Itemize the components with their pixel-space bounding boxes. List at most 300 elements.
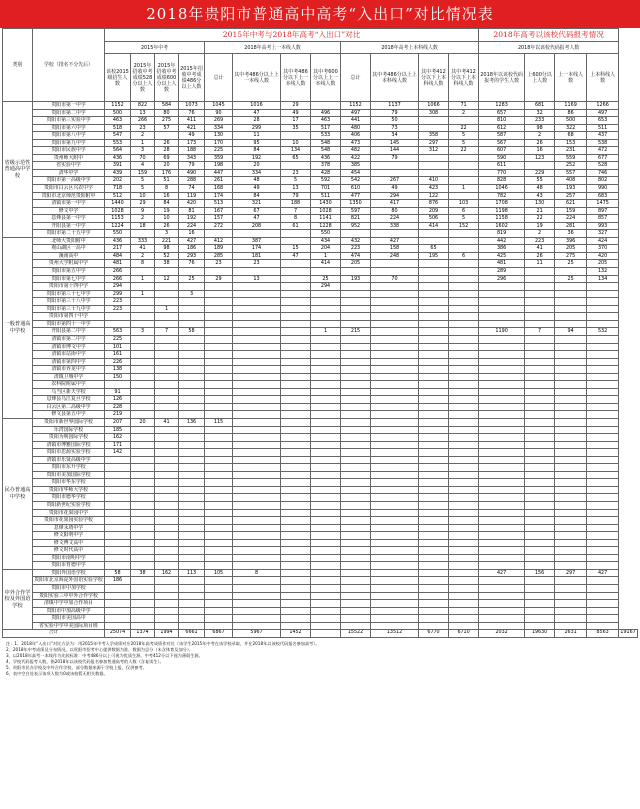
value-cell xyxy=(479,366,525,374)
value-cell xyxy=(587,562,619,570)
value-cell: 168 xyxy=(205,185,233,193)
value-cell: 20 xyxy=(155,162,179,170)
value-cell xyxy=(587,532,619,540)
value-cell: 1 xyxy=(131,275,155,283)
total-cell: 6867 xyxy=(205,630,233,638)
value-cell xyxy=(419,547,449,555)
value-cell xyxy=(281,600,311,608)
value-cell xyxy=(179,283,205,291)
value-cell xyxy=(311,313,341,321)
value-cell xyxy=(131,449,155,457)
value-cell xyxy=(155,320,179,328)
value-cell: 174 xyxy=(233,245,281,253)
value-cell xyxy=(449,177,479,185)
value-cell: 1228 xyxy=(311,222,341,230)
value-cell xyxy=(281,532,311,540)
value-cell: 1045 xyxy=(205,102,233,110)
value-cell: 385 xyxy=(341,162,371,170)
table-row xyxy=(3,396,638,404)
value-cell xyxy=(419,434,449,442)
value-cell: 427 xyxy=(587,569,619,577)
value-cell xyxy=(233,554,281,562)
value-cell: 285 xyxy=(205,252,233,260)
value-cell xyxy=(233,577,281,585)
value-cell xyxy=(479,411,525,419)
value-cell: 70 xyxy=(131,154,155,162)
value-cell xyxy=(371,486,419,494)
value-cell xyxy=(371,577,419,585)
value-cell xyxy=(587,615,619,623)
value-cell: 223 xyxy=(525,237,555,245)
value-cell: 86 xyxy=(555,109,587,117)
table-row xyxy=(3,411,638,419)
value-cell xyxy=(205,622,233,630)
table-row xyxy=(3,501,638,509)
value-cell xyxy=(131,577,155,585)
value-cell: 231 xyxy=(555,147,587,155)
value-cell: 338 xyxy=(371,222,419,230)
value-cell xyxy=(555,592,587,600)
value-cell: 857 xyxy=(587,215,619,223)
value-cell xyxy=(205,615,233,623)
table-row xyxy=(3,207,638,215)
value-cell xyxy=(525,388,555,396)
value-cell: 188 xyxy=(281,200,311,208)
value-cell xyxy=(311,494,341,502)
value-cell xyxy=(155,358,179,366)
value-cell: 122 xyxy=(419,192,449,200)
value-cell xyxy=(205,592,233,600)
value-cell xyxy=(131,343,155,351)
value-cell xyxy=(479,501,525,509)
value-cell xyxy=(281,230,311,238)
value-cell: 1169 xyxy=(555,102,587,110)
value-cell: 420 xyxy=(587,252,619,260)
school-name-cell: 贵阳市第四十一中学 xyxy=(33,320,105,328)
value-cell xyxy=(233,351,281,359)
value-cell xyxy=(281,388,311,396)
value-cell xyxy=(479,494,525,502)
value-cell xyxy=(131,283,155,291)
value-cell xyxy=(525,577,555,585)
value-cell: 176 xyxy=(155,169,179,177)
value-cell xyxy=(479,343,525,351)
value-cell xyxy=(449,434,479,442)
value-cell xyxy=(341,343,371,351)
value-cell xyxy=(105,509,131,517)
value-cell xyxy=(587,539,619,547)
value-cell: 425 xyxy=(479,252,525,260)
value-cell: 47 xyxy=(281,252,311,260)
value-cell: 76 xyxy=(179,109,205,117)
value-cell: 511 xyxy=(311,192,341,200)
school-name-cell: 贵阳新世纪实验学校 xyxy=(33,501,105,509)
value-cell xyxy=(205,479,233,487)
table-row xyxy=(3,283,638,291)
value-cell xyxy=(587,343,619,351)
value-cell: 410 xyxy=(419,177,449,185)
value-cell xyxy=(525,622,555,630)
value-cell xyxy=(341,539,371,547)
value-cell: 57 xyxy=(155,124,179,132)
value-cell: 3 xyxy=(131,328,155,336)
value-cell xyxy=(233,320,281,328)
value-cell xyxy=(419,577,449,585)
value-cell xyxy=(205,449,233,457)
value-cell xyxy=(555,509,587,517)
value-cell xyxy=(131,509,155,517)
value-cell xyxy=(419,622,449,630)
value-cell: 79 xyxy=(281,192,311,200)
table-row xyxy=(3,343,638,351)
school-name-cell: 贵阳市第九中学 xyxy=(33,139,105,147)
value-cell: 6 xyxy=(449,207,479,215)
value-cell: 79 xyxy=(179,162,205,170)
value-cell xyxy=(525,524,555,532)
value-cell xyxy=(155,615,179,623)
value-cell xyxy=(205,607,233,615)
value-cell: 22 xyxy=(449,147,479,155)
value-cell xyxy=(525,449,555,457)
value-cell xyxy=(233,358,281,366)
value-cell: 297 xyxy=(419,139,449,147)
value-cell xyxy=(555,335,587,343)
value-cell xyxy=(155,132,179,140)
value-cell xyxy=(131,411,155,419)
value-cell xyxy=(233,471,281,479)
school-name-cell: 清镇市第四中学 xyxy=(33,358,105,366)
value-cell xyxy=(419,426,449,434)
value-cell: 248 xyxy=(371,252,419,260)
value-cell xyxy=(131,585,155,593)
value-cell: 51 xyxy=(155,177,179,185)
value-cell xyxy=(525,396,555,404)
value-cell xyxy=(341,479,371,487)
value-cell: 990 xyxy=(587,185,619,193)
value-cell: 683 xyxy=(587,192,619,200)
value-cell xyxy=(179,366,205,374)
value-cell xyxy=(419,479,449,487)
value-cell xyxy=(131,366,155,374)
value-cell xyxy=(419,305,449,313)
table-row xyxy=(3,373,638,381)
value-cell: 590 xyxy=(479,154,525,162)
value-cell xyxy=(233,494,281,502)
value-cell: 23 xyxy=(281,169,311,177)
value-cell xyxy=(525,464,555,472)
table-row xyxy=(3,351,638,359)
school-name-cell: 贵阳市北京师范贵阳附中 xyxy=(33,192,105,200)
value-cell: 497 xyxy=(341,109,371,117)
value-cell xyxy=(525,585,555,593)
school-name-cell: 开阳县第一中学 xyxy=(33,222,105,230)
value-cell: 421 xyxy=(179,124,205,132)
value-cell xyxy=(449,298,479,306)
header-over600-2018: 上600分以上人数 xyxy=(525,54,555,102)
table-row xyxy=(3,335,638,343)
value-cell xyxy=(105,486,131,494)
value-cell: 10 xyxy=(155,215,179,223)
value-cell xyxy=(281,290,311,298)
value-cell xyxy=(155,486,179,494)
table-row xyxy=(3,592,638,600)
value-cell xyxy=(371,585,419,593)
value-cell xyxy=(281,471,311,479)
school-name-cell: 清镇卫城中学 xyxy=(33,373,105,381)
value-cell: 185 xyxy=(105,426,131,434)
value-cell xyxy=(587,577,619,585)
total-cell: 5967 xyxy=(233,630,281,638)
value-cell xyxy=(311,441,341,449)
value-cell: 79 xyxy=(371,154,419,162)
value-cell xyxy=(179,268,205,276)
value-cell xyxy=(281,305,311,313)
value-cell xyxy=(341,351,371,359)
value-cell: 3 xyxy=(179,290,205,298)
value-cell xyxy=(419,562,449,570)
value-cell xyxy=(205,509,233,517)
value-cell: 65 xyxy=(419,245,449,253)
value-cell xyxy=(205,562,233,570)
value-cell xyxy=(281,381,311,389)
value-cell xyxy=(105,471,131,479)
value-cell xyxy=(311,464,341,472)
value-cell xyxy=(281,517,311,525)
value-cell xyxy=(525,486,555,494)
value-cell xyxy=(105,517,131,525)
value-cell xyxy=(341,381,371,389)
value-cell xyxy=(155,532,179,540)
value-cell xyxy=(479,441,525,449)
value-cell: 84 xyxy=(233,192,281,200)
school-name-cell: 贵阳市第四十中学 xyxy=(33,313,105,321)
value-cell xyxy=(371,479,419,487)
value-cell xyxy=(555,622,587,630)
value-cell xyxy=(449,622,479,630)
value-cell: 38 xyxy=(155,260,179,268)
value-cell xyxy=(555,449,587,457)
value-cell xyxy=(555,396,587,404)
table-row xyxy=(3,418,638,426)
value-cell xyxy=(449,275,479,283)
value-cell xyxy=(525,366,555,374)
value-cell xyxy=(131,305,155,313)
value-cell: 532 xyxy=(587,328,619,336)
value-cell xyxy=(281,615,311,623)
value-cell xyxy=(479,517,525,525)
value-cell xyxy=(281,622,311,630)
value-cell: 26 xyxy=(525,252,555,260)
value-cell xyxy=(131,524,155,532)
value-cell xyxy=(155,426,179,434)
value-cell xyxy=(587,509,619,517)
value-cell xyxy=(341,622,371,630)
value-cell xyxy=(155,381,179,389)
value-cell: 224 xyxy=(555,215,587,223)
value-cell xyxy=(131,592,155,600)
value-cell: 193 xyxy=(555,185,587,193)
value-cell xyxy=(587,471,619,479)
value-cell xyxy=(341,298,371,306)
school-name-cell: 清镇市博文中学 xyxy=(33,343,105,351)
value-cell xyxy=(311,403,341,411)
value-cell: 439 xyxy=(105,169,131,177)
school-name-cell: 贵阳市中加学校 xyxy=(33,585,105,593)
value-cell xyxy=(587,320,619,328)
value-cell xyxy=(555,471,587,479)
value-cell: 193 xyxy=(341,275,371,283)
value-cell xyxy=(371,600,419,608)
value-cell xyxy=(587,403,619,411)
school-name-cell: 贵阳市第三十九中学 xyxy=(33,305,105,313)
value-cell: 1158 xyxy=(479,215,525,223)
value-cell xyxy=(155,494,179,502)
value-cell: 3 xyxy=(155,230,179,238)
value-cell xyxy=(371,509,419,517)
table-row xyxy=(3,139,638,147)
value-cell: 423 xyxy=(419,185,449,193)
value-cell xyxy=(341,600,371,608)
value-cell xyxy=(341,554,371,562)
value-cell xyxy=(233,418,281,426)
value-cell xyxy=(155,388,179,396)
header-sub-benke: 2018年高考上本科线人数 xyxy=(341,42,479,54)
value-cell xyxy=(525,358,555,366)
total-cell: 19167 xyxy=(619,630,638,638)
value-cell xyxy=(281,343,311,351)
school-name-cell: 贵阳市美加国际学校 xyxy=(33,471,105,479)
value-cell xyxy=(419,585,449,593)
value-cell xyxy=(179,517,205,525)
table-row xyxy=(3,547,638,555)
value-cell: 205 xyxy=(587,260,619,268)
value-cell: 420 xyxy=(179,200,205,208)
value-cell xyxy=(233,313,281,321)
value-cell xyxy=(525,562,555,570)
value-cell: 94 xyxy=(555,328,587,336)
value-cell: 192 xyxy=(179,215,205,223)
value-cell: 681 xyxy=(525,102,555,110)
value-cell: 207 xyxy=(105,418,131,426)
value-cell: 1708 xyxy=(479,200,525,208)
value-cell: 447 xyxy=(205,169,233,177)
footnote-line: 注：1、2018年“入出口”对比方法为：用2015年中考入学成绩对应2018年高考成绩作对比（该学生2015年中考在该学校录取，并在2018年以该校代码报名参加高考）。 xyxy=(6,640,320,646)
value-cell xyxy=(205,547,233,555)
table-row xyxy=(3,313,638,321)
value-cell: 517 xyxy=(311,124,341,132)
value-cell xyxy=(205,577,233,585)
value-cell xyxy=(525,509,555,517)
value-cell: 378 xyxy=(311,162,341,170)
value-cell: 297 xyxy=(555,569,587,577)
value-cell xyxy=(233,600,281,608)
value-cell xyxy=(233,396,281,404)
value-cell xyxy=(587,418,619,426)
value-cell xyxy=(371,517,419,525)
school-name-cell: 贵阳市中加高级中学 xyxy=(33,607,105,615)
value-cell xyxy=(587,313,619,321)
value-cell: 294 xyxy=(371,192,419,200)
value-cell xyxy=(587,501,619,509)
value-cell: 327 xyxy=(587,230,619,238)
value-cell: 38 xyxy=(131,569,155,577)
value-cell xyxy=(419,275,449,283)
value-cell xyxy=(371,592,419,600)
value-cell xyxy=(449,268,479,276)
category-cell: 民办普通高中学校 xyxy=(3,418,33,569)
value-cell: 473 xyxy=(341,139,371,147)
value-cell: 25 xyxy=(179,275,205,283)
value-cell xyxy=(587,547,619,555)
value-cell: 162 xyxy=(105,434,131,442)
value-cell: 294 xyxy=(311,283,341,291)
value-cell: 162 xyxy=(155,569,179,577)
value-cell xyxy=(155,343,179,351)
value-cell xyxy=(179,298,205,306)
value-cell xyxy=(341,532,371,540)
value-cell xyxy=(131,494,155,502)
value-cell xyxy=(479,539,525,547)
value-cell xyxy=(233,486,281,494)
value-cell: 10 xyxy=(281,139,311,147)
value-cell: 173 xyxy=(179,139,205,147)
value-cell xyxy=(449,441,479,449)
value-cell xyxy=(371,260,419,268)
value-cell: 497 xyxy=(587,109,619,117)
value-cell xyxy=(419,358,449,366)
header-2015-zk: 2015年招收中考成绩486分以上人数 xyxy=(179,54,205,102)
value-cell xyxy=(371,539,419,547)
value-cell: 484 xyxy=(105,252,131,260)
value-cell xyxy=(205,328,233,336)
value-cell xyxy=(449,154,479,162)
value-cell: 334 xyxy=(233,169,281,177)
value-cell: 7 xyxy=(155,328,179,336)
header-benke-below: 其中考412分以下上本科线人数 xyxy=(449,54,479,102)
value-cell xyxy=(311,381,341,389)
value-cell xyxy=(341,320,371,328)
value-cell xyxy=(525,411,555,419)
value-cell xyxy=(587,351,619,359)
value-cell xyxy=(419,403,449,411)
value-cell: 1046 xyxy=(479,185,525,193)
value-cell xyxy=(155,396,179,404)
value-cell xyxy=(419,388,449,396)
value-cell: 119 xyxy=(179,192,205,200)
value-cell xyxy=(155,290,179,298)
value-cell: 481 xyxy=(479,260,525,268)
table-row xyxy=(3,109,638,117)
value-cell xyxy=(449,358,479,366)
value-cell xyxy=(449,449,479,457)
value-cell xyxy=(233,585,281,593)
value-cell: 186 xyxy=(105,577,131,585)
value-cell: 157 xyxy=(205,215,233,223)
value-cell xyxy=(205,358,233,366)
value-cell xyxy=(371,524,419,532)
table-body xyxy=(3,102,638,638)
value-cell: 5 xyxy=(131,177,155,185)
value-cell xyxy=(205,434,233,442)
value-cell xyxy=(341,268,371,276)
value-cell xyxy=(281,456,311,464)
table-row xyxy=(3,486,638,494)
value-cell xyxy=(587,592,619,600)
value-cell xyxy=(555,283,587,291)
value-cell: 442 xyxy=(479,237,525,245)
value-cell xyxy=(205,283,233,291)
value-cell: 334 xyxy=(205,124,233,132)
